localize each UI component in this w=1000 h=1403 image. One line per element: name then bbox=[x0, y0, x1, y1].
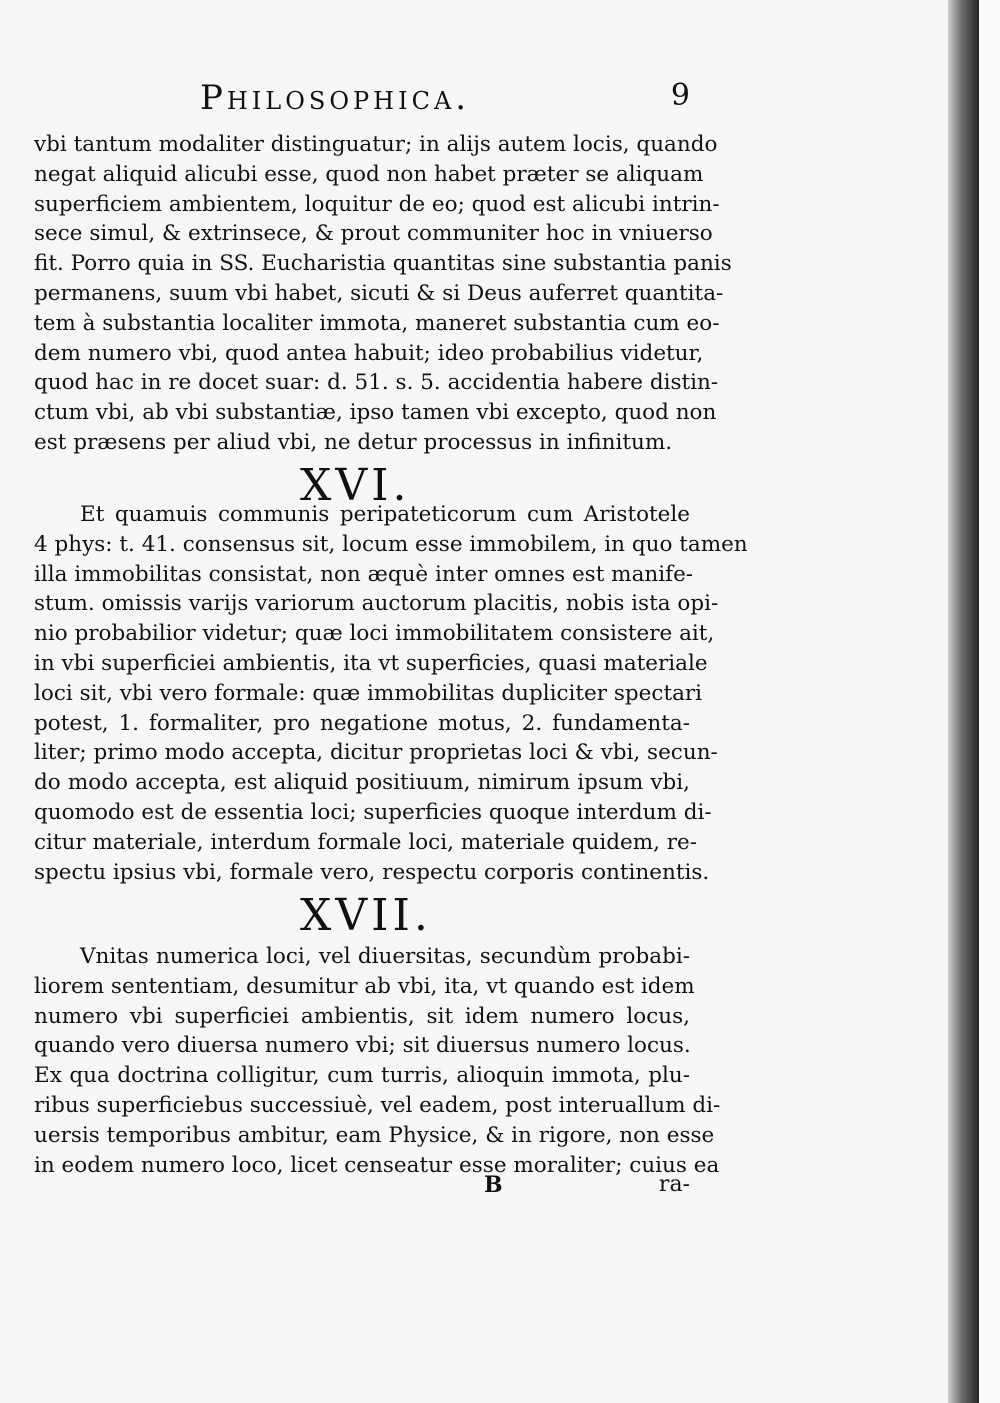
text-line: uersis temporibus ambitur, eam Physice, & in rigore, non esse bbox=[34, 1122, 715, 1148]
paragraph-2 bbox=[34, 500, 748, 887]
text-line: Vnitas numerica loci, vel diuersitas, secundùm probabi- bbox=[80, 944, 690, 969]
section-number-xvii: XVII. bbox=[300, 890, 432, 941]
text-line: citur materiale, interdum formale loci, materiale quidem, re- bbox=[34, 829, 698, 855]
text-line: sece simul, & extrinsece, & prout communiter hoc in vniuerso bbox=[34, 221, 713, 247]
page-number: 9 bbox=[670, 78, 690, 113]
text-line: dem numero vbi, quod antea habuit; ideo probabilius videtur, bbox=[34, 340, 704, 366]
text-line: ribus superficiebus successiuè, vel eadem, post interuallum di- bbox=[34, 1092, 721, 1118]
text-line: liter; primo modo accepta, dicitur proprietas loci & vbi, secun- bbox=[34, 740, 718, 766]
text-line: superficiem ambientem, loquitur de eo; quod est alicubi intrin- bbox=[34, 191, 720, 217]
paragraph-3 bbox=[34, 942, 721, 1180]
text-line: nio probabilior videtur; quæ loci immobilitatem consistere ait, bbox=[34, 621, 715, 647]
text-line: permanens, suum vbi habet, sicuti & si Deus auferret quantita- bbox=[34, 280, 724, 306]
text-line: liorem sententiam, desumitur ab vbi, ita, vt quando est idem bbox=[34, 973, 695, 999]
text-line: Ex qua doctrina colligitur, cum turris, alioquin immota, plu- bbox=[34, 1063, 690, 1089]
text-line: loci sit, vbi vero formale: quæ immobilitas dupliciter spectari bbox=[34, 680, 703, 706]
text-line: in eodem numero loco, licet censeatur esse moraliter; cuius ea bbox=[34, 1152, 720, 1178]
text-line: ctum vbi, ab vbi substantiæ, ipso tamen vbi excepto, quod non bbox=[34, 400, 717, 426]
text-line: fit. Porro quia in SS. Eucharistia quantitas sine substantia panis bbox=[34, 251, 732, 277]
adjacent-page-edge bbox=[978, 0, 1000, 1403]
text-line: negat aliquid alicubi esse, quod non habet præter se aliquam bbox=[34, 161, 704, 187]
text-line: illa immobilitas consistat, non æquè inter omnes est manife- bbox=[34, 561, 694, 587]
running-title: Philosophica. bbox=[200, 78, 471, 118]
section-number-xvi: XVI. bbox=[300, 460, 411, 511]
text-line: vbi tantum modaliter distinguatur; in alijs autem locis, quando bbox=[34, 132, 718, 157]
text-line: est præsens per aliud vbi, ne detur processus in infinitum. bbox=[34, 429, 673, 455]
text-line: stum. omissis varijs variorum auctorum placitis, nobis ista opi- bbox=[34, 591, 719, 617]
paragraph-1 bbox=[34, 130, 732, 458]
text-line: quando vero diuersa numero vbi; sit diuersus numero locus. bbox=[34, 1033, 691, 1059]
signature-mark: B bbox=[484, 1172, 503, 1198]
text-line: tem à substantia localiter immota, maneret substantia cum eo- bbox=[34, 310, 720, 336]
text-line: do modo accepta, est aliquid positiuum, nimirum ipsum vbi, bbox=[34, 770, 690, 796]
text-line: potest, 1. formaliter, pro negatione motus, 2. fundamenta- bbox=[34, 710, 690, 736]
page-gutter-shadow bbox=[948, 0, 978, 1403]
text-line: quod hac in re docet suar: d. 51. s. 5. accidentia habere distin- bbox=[34, 370, 719, 396]
text-line: Et quamuis communis peripateticorum cum Aristotele bbox=[80, 502, 690, 527]
text-line: numero vbi superficiei ambientis, sit idem numero locus, bbox=[34, 1003, 690, 1029]
text-line: quomodo est de essentia loci; superficies quoque interdum di- bbox=[34, 799, 712, 825]
text-line: 4 phys: t. 41. consensus sit, locum esse immobilem, in quo tamen bbox=[34, 531, 748, 557]
page-footer bbox=[34, 1172, 690, 1202]
text-line: in vbi superficiei ambientis, ita vt superficies, quasi materiale bbox=[34, 650, 708, 676]
catchword: ra- bbox=[658, 1172, 690, 1197]
page-header bbox=[200, 78, 690, 128]
text-line: spectu ipsius vbi, formale vero, respectu corporis continentis. bbox=[34, 859, 710, 885]
